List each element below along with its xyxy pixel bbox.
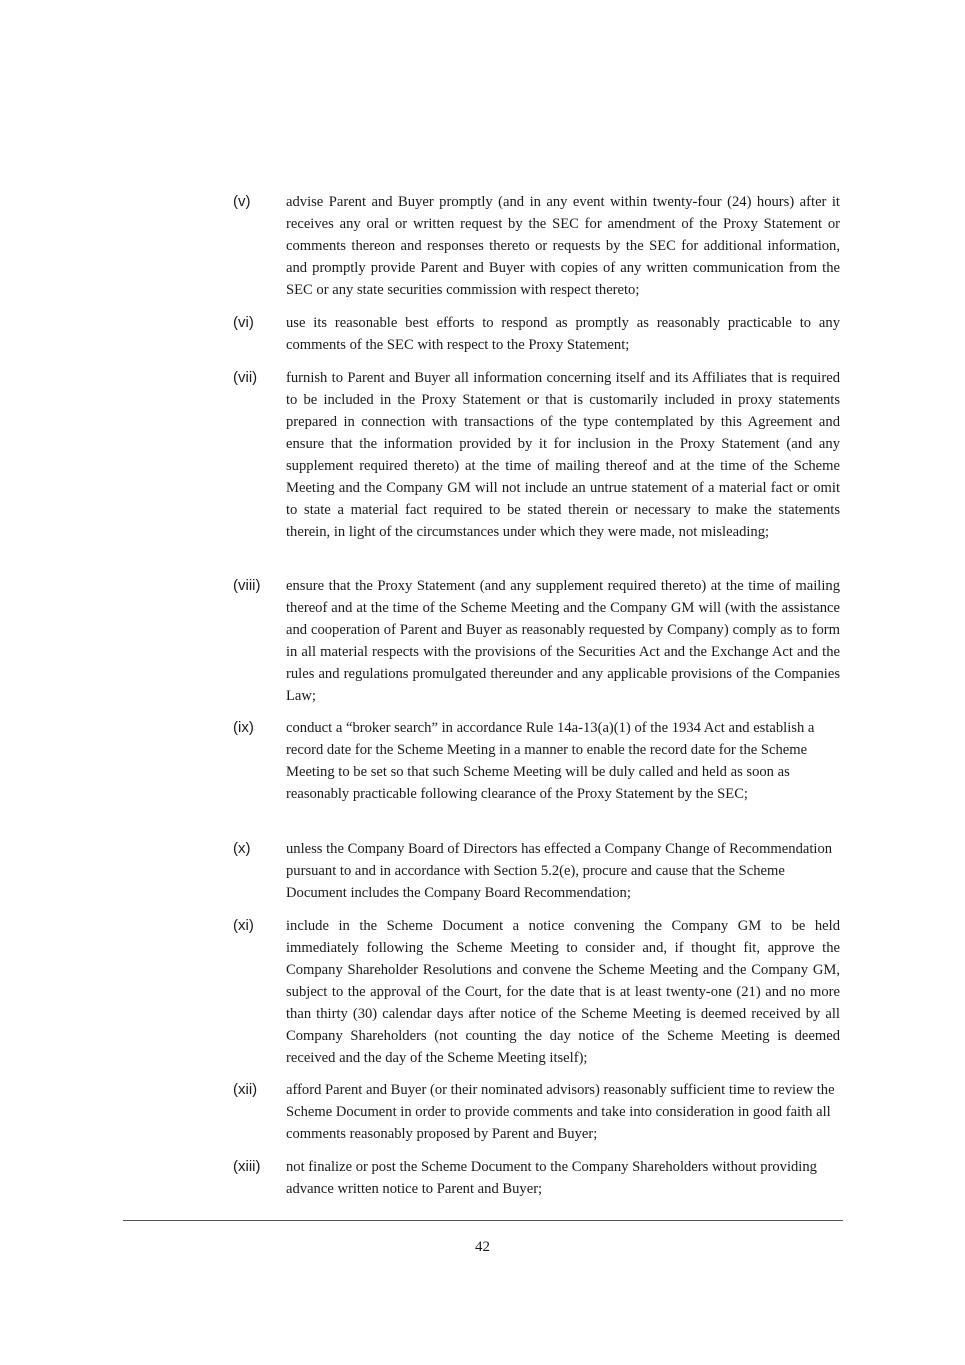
clause-number: (xi) xyxy=(233,917,254,934)
clause-text: afford Parent and Buyer (or their nominated advisors) reasonably sufficient time to review the Scheme Document in order to provide comments and take into consideration in good faith all comments reasonably proposed by Parent and Buyer; xyxy=(286,1082,835,1142)
clause-number: (viii) xyxy=(233,577,261,594)
clause-number: (xii) xyxy=(233,1081,258,1098)
clause-number: (v) xyxy=(233,193,251,210)
clause-text: unless the Company Board of Directors has effected a Company Change of Recommendation pursuant to and in accordance with Section 5.2(e), procure and cause that the Scheme Document includes the Company Board Recommendation; xyxy=(286,841,833,901)
page-number: 42 xyxy=(475,1239,490,1255)
clause-number: (xiii) xyxy=(233,1158,261,1175)
clause-text: conduct a “broker search” in accordance Rule 14a-13(a)(1) of the 1934 Act and establish a record date for the Scheme Meeting in a manner to enable the record date for the Scheme Meeting to be set so that such Scheme Meeting will be duly called and held as soon as reasonably practicable following clearance of the Proxy Statement by the SEC; xyxy=(286,720,815,802)
footer-divider xyxy=(123,1220,843,1221)
clause-text: furnish to Parent and Buyer all information concerning itself and its Affiliates that is required to be included in the Proxy Statement or that is customarily included in proxy statements prepared in connection with transactions of the type contemplated by this Agreement and ensure that the information provided by it for inclusion in the Proxy Statement (and any supplement required thereto) at the time of mailing thereof and at the time of the Scheme Meeting and the Company GM will not include an untrue statement of a material fact or omit to state a material fact required to be stated therein or necessary to make the statements therein, in light of the circumstances under which they were made, not misleading; xyxy=(286,370,840,540)
clause-text: use its reasonable best efforts to respond as promptly as reasonably practicable to any comments of the SEC with respect to the Proxy Statement; xyxy=(286,315,840,353)
clause-number: (vii) xyxy=(233,369,258,386)
clause-number: (vi) xyxy=(233,314,254,331)
clause-text: ensure that the Proxy Statement (and any supplement required thereto) at the time of mailing thereof and at the time of the Scheme Meeting and the Company GM will (with the assistance and cooperation of Parent and Buyer as reasonably requested by Company) comply as to form in all material respects with the provisions of the Securities Act and the Exchange Act and the rules and regulations promulgated thereunder and any applicable provisions of the Companies Law; xyxy=(286,578,840,704)
clause-number: (x) xyxy=(233,840,251,857)
clause-text: include in the Scheme Document a notice convening the Company GM to be held immediately following the Scheme Meeting to consider and, if thought fit, approve the Company Shareholder Resolutions and convene the Scheme Meeting and the Company GM, subject to the approval of the Court, for the date that is at least twenty-one (21) and no more than thirty (30) calendar days after notice of the Scheme Meeting is deemed received by all Company Shareholders (not counting the day notice of the Scheme Meeting is deemed received and the day of the Scheme Meeting itself); xyxy=(286,918,840,1066)
clause-number: (ix) xyxy=(233,719,254,736)
clause-text: advise Parent and Buyer promptly (and in any event within twenty-four (24) hours) after it receives any oral or written request by the SEC for amendment of the Proxy Statement or comments thereon and responses thereto or requests by the SEC for additional information, and promptly provide Parent and Buyer with copies of any written communication from the SEC or any state securities commission with respect thereto; xyxy=(286,194,840,298)
clause-text: not finalize or post the Scheme Document to the Company Shareholders without providing advance written notice to Parent and Buyer; xyxy=(286,1159,817,1197)
